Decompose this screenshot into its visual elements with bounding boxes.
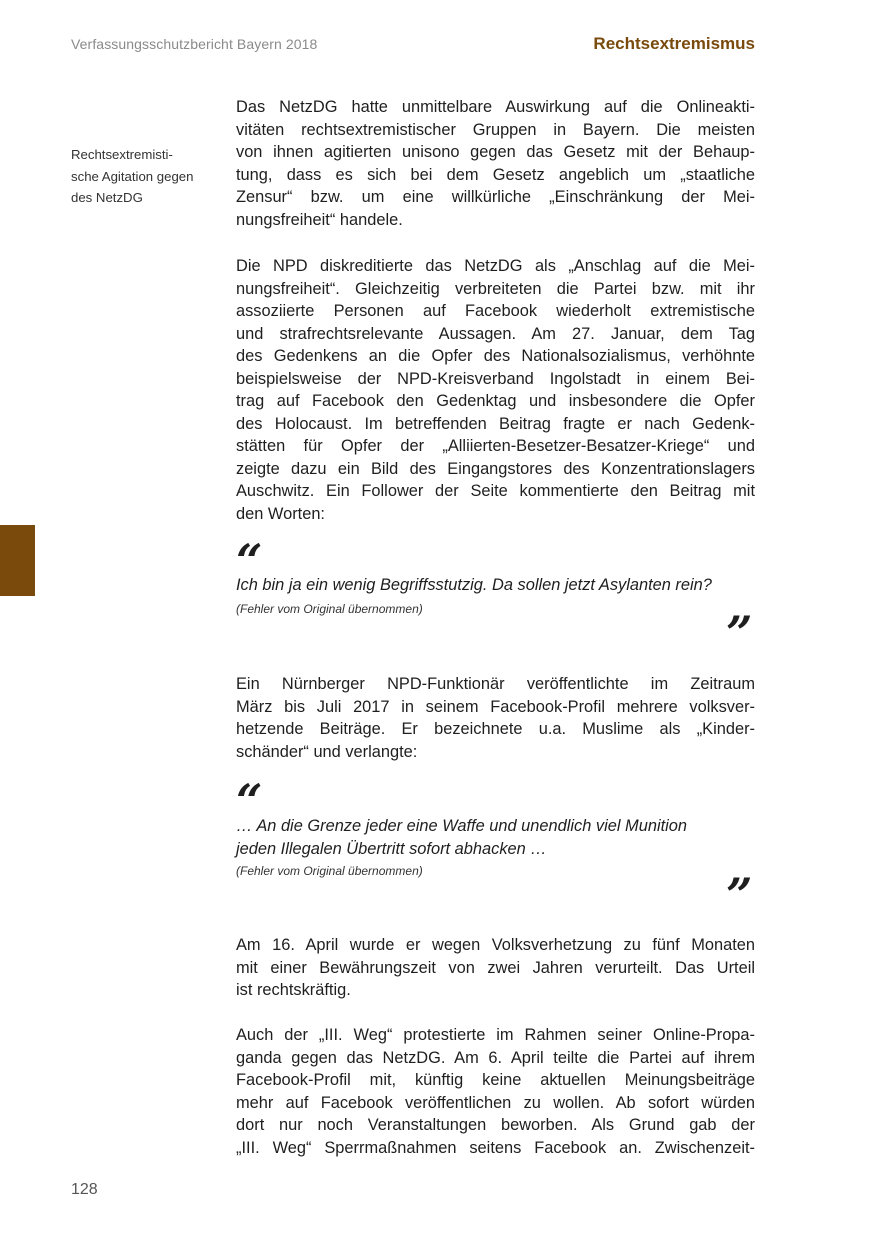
text-line: und strafrechtsrelevante Aussagen. Am 27. Januar, dem Tag: [236, 324, 755, 343]
text-line: zeigte dazu ein Bild des Eingangstores des Konzentrationslagers: [236, 459, 755, 478]
margin-note-line: des NetzDG: [71, 190, 143, 205]
margin-note: [71, 144, 221, 209]
text-line: des Holocaust. Im betreffenden Beitrag fragte er nach Gedenk-: [236, 414, 755, 433]
quote-line: jeden Illegalen Übertritt sofort abhacken …: [236, 839, 547, 858]
margin-note-line: sche Agitation gegen: [71, 168, 194, 184]
text-line: tung, dass es sich bei dem Gesetz angeblich um „staatliche: [236, 165, 755, 184]
text-line: nungsfreiheit“ handele.: [236, 210, 403, 229]
paragraph-3: [236, 673, 755, 763]
text-line: dort nur noch Veranstaltungen beworben. Als Grund gab der: [236, 1116, 755, 1134]
paragraph-2: [236, 255, 755, 525]
text-line: Das NetzDG hatte unmittelbare Auswirkung auf die Onlineakti-: [236, 98, 755, 116]
text-line: ist rechtskräftig.: [236, 981, 351, 999]
open-quote-mark: “: [236, 774, 263, 828]
text-line: Die NPD diskreditierte das NetzDG als „Anschlag auf die Mei-: [236, 257, 755, 275]
text-line: Ein Nürnberger NPD-Funktionär veröffentlichte im Zeitraum: [236, 675, 755, 693]
text-line: assoziierte Personen auf Facebook wiederholt extremistische: [236, 302, 755, 320]
paragraph-4: [236, 934, 755, 1002]
text-line: März bis Juli 2017 in seinem Facebook-Profil mehrere volksver-: [236, 697, 755, 716]
text-line: von ihnen agitierten unisono gegen das Gesetz mit der Behaup-: [236, 143, 755, 161]
quote-line: Ich bin ja ein wenig Begriffsstutzig. Da sollen jetzt Asylanten rein?: [236, 576, 712, 594]
text-line: vitäten rechtsextremistischer Gruppen in Bayern. Die meisten: [236, 120, 755, 139]
quote-2: [236, 815, 755, 860]
page-number: 128: [71, 1181, 98, 1198]
close-quote-mark: ”: [726, 868, 753, 922]
paragraph-5: [236, 1024, 755, 1159]
text-line: mit einer Bewährungszeit von zwei Jahren verurteilt. Das Urteil: [236, 958, 755, 977]
quote-note: (Fehler vom Original übernommen): [236, 864, 423, 878]
text-line: hetzende Beiträge. Er bezeichnete u.a. Muslime als „Kinder-: [236, 720, 755, 738]
quote-line: … An die Grenze jeder eine Waffe und unendlich viel Munition: [236, 817, 688, 835]
text-line: Am 16. April wurde er wegen Volksverhetzung zu fünf Monaten: [236, 936, 755, 954]
text-line: beispielsweise der NPD-Kreisverband Ingolstadt in einem Bei-: [236, 369, 755, 388]
text-line: mehr auf Facebook veröffentlichen zu wollen. Ab sofort würden: [236, 1093, 755, 1112]
text-line: „III. Weg“ Sperrmaßnahmen seitens Facebook an. Zwischenzeit-: [236, 1138, 755, 1157]
section-title: Rechtsextremismus: [593, 34, 755, 53]
text-line: trag auf Facebook den Gedenktag und insbesondere die Opfer: [236, 392, 755, 410]
text-line: Zensur“ bzw. um eine willkürliche „Einschränkung der Mei-: [236, 188, 755, 206]
open-quote-mark: “: [236, 534, 263, 588]
text-line: den Worten:: [236, 504, 325, 523]
text-line: schänder“ und verlangte:: [236, 742, 418, 761]
running-header: Verfassungsschutzbericht Bayern 2018: [71, 36, 318, 52]
close-quote-mark: ”: [726, 606, 753, 660]
margin-note-line: Rechtsextremisti-: [71, 147, 173, 162]
text-line: Auch der „III. Weg“ protestierte im Rahmen seiner Online-Propa-: [236, 1026, 755, 1044]
quote-note: (Fehler vom Original übernommen): [236, 602, 423, 616]
paragraph-1: [236, 96, 755, 231]
text-line: nungsfreiheit“. Gleichzeitig verbreiteten die Partei bzw. mit ihr: [236, 279, 755, 298]
text-line: stätten für Opfer der „Alliierten-Besetzer-Besatzer-Kriege“ und: [236, 437, 755, 455]
chapter-tab-marker: [0, 525, 35, 596]
text-line: Facebook-Profil mit, künftig keine aktuellen Meinungsbeiträge: [236, 1071, 755, 1089]
text-line: Auschwitz. Ein Follower der Seite kommentierte den Beitrag mit: [236, 482, 755, 500]
text-line: des Gedenkens an die Opfer des Nationalsozialismus, verhöhnte: [236, 347, 755, 365]
text-line: ganda gegen das NetzDG. Am 6. April teilte die Partei auf ihrem: [236, 1048, 755, 1067]
quote-1: [236, 574, 755, 597]
